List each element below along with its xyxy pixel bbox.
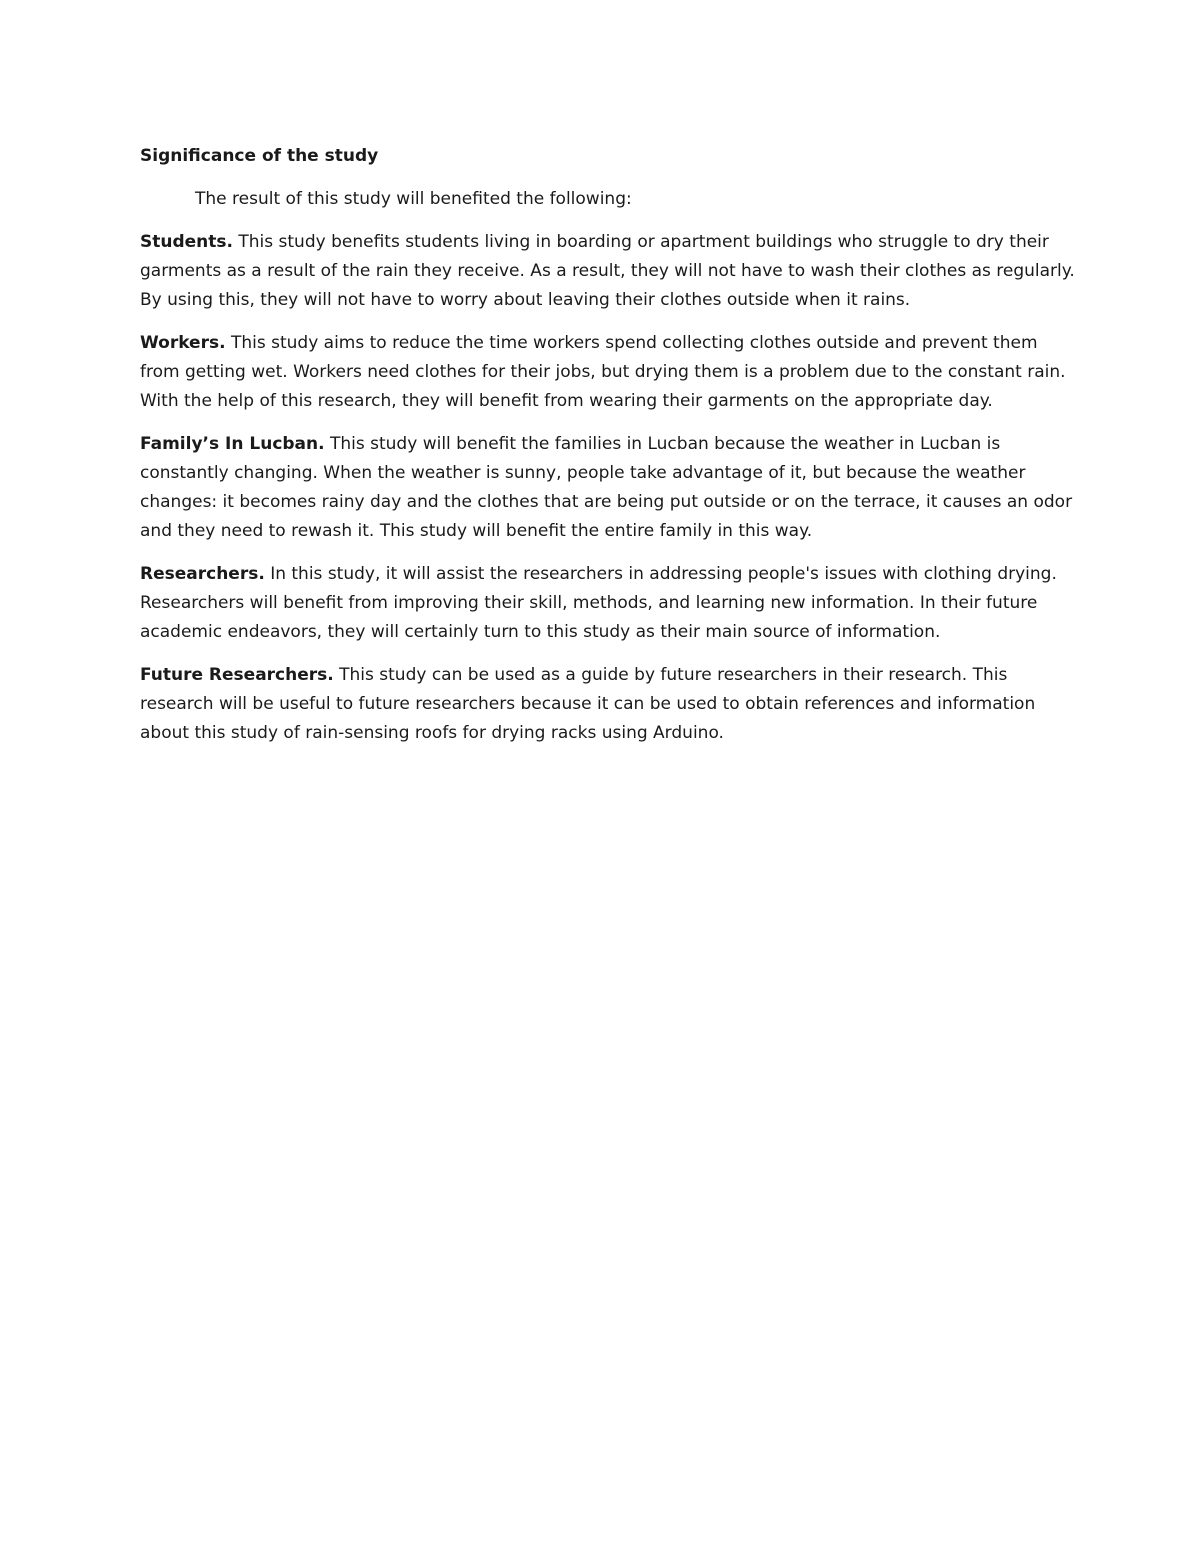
paragraph-researchers: [140, 560, 1080, 647]
term-students: Students.: [140, 232, 233, 252]
paragraph-students: [140, 228, 1080, 315]
section-heading: Significance of the study: [140, 146, 379, 166]
paragraph-workers: [140, 329, 1080, 416]
text-workers: This study aims to reduce the time workers spend collecting clothes outside and prevent them from getting wet. Workers need clothes for their jobs, but drying them is a problem due to the constant rain. With the help of this research, they will benefit from wearing their garments on the appropriate day.: [140, 333, 1066, 411]
paragraph-families: [140, 430, 1080, 546]
intro-paragraph: The result of this study will benefited the following:: [195, 189, 632, 209]
text-future-researchers: This study can be used as a guide by future researchers in their research. This research will be useful to future researchers because it can be used to obtain references and information about this study of rain-sensing roofs for drying racks using Arduino.: [140, 665, 1036, 743]
document-body: [140, 142, 1080, 762]
paragraph-future-researchers: [140, 661, 1080, 748]
term-workers: Workers.: [140, 333, 226, 353]
term-researchers: Researchers.: [140, 564, 265, 584]
term-families: Family’s In Lucban.: [140, 434, 325, 454]
text-families: This study will benefit the families in Lucban because the weather in Lucban is constantly changing. When the weather is sunny, people take advantage of it, but because the weather changes: it becomes rainy day and the clothes that are being put outside or on the terrace, it causes an odor and they need to rewash it. This study will benefit the entire family in this way.: [140, 434, 1073, 541]
text-researchers: In this study, it will assist the researchers in addressing people's issues with clothing drying. Researchers will benefit from improving their skill, methods, and learning new information. In their future academic endeavors, they will certainly turn to this study as their main source of information.: [140, 564, 1057, 642]
term-future-researchers: Future Researchers.: [140, 665, 334, 685]
text-students: This study benefits students living in boarding or apartment buildings who struggle to dry their garments as a result of the rain they receive. As a result, they will not have to wash their clothes as regularly. By using this, they will not have to worry about leaving their clothes outside when it rains.: [140, 232, 1075, 310]
